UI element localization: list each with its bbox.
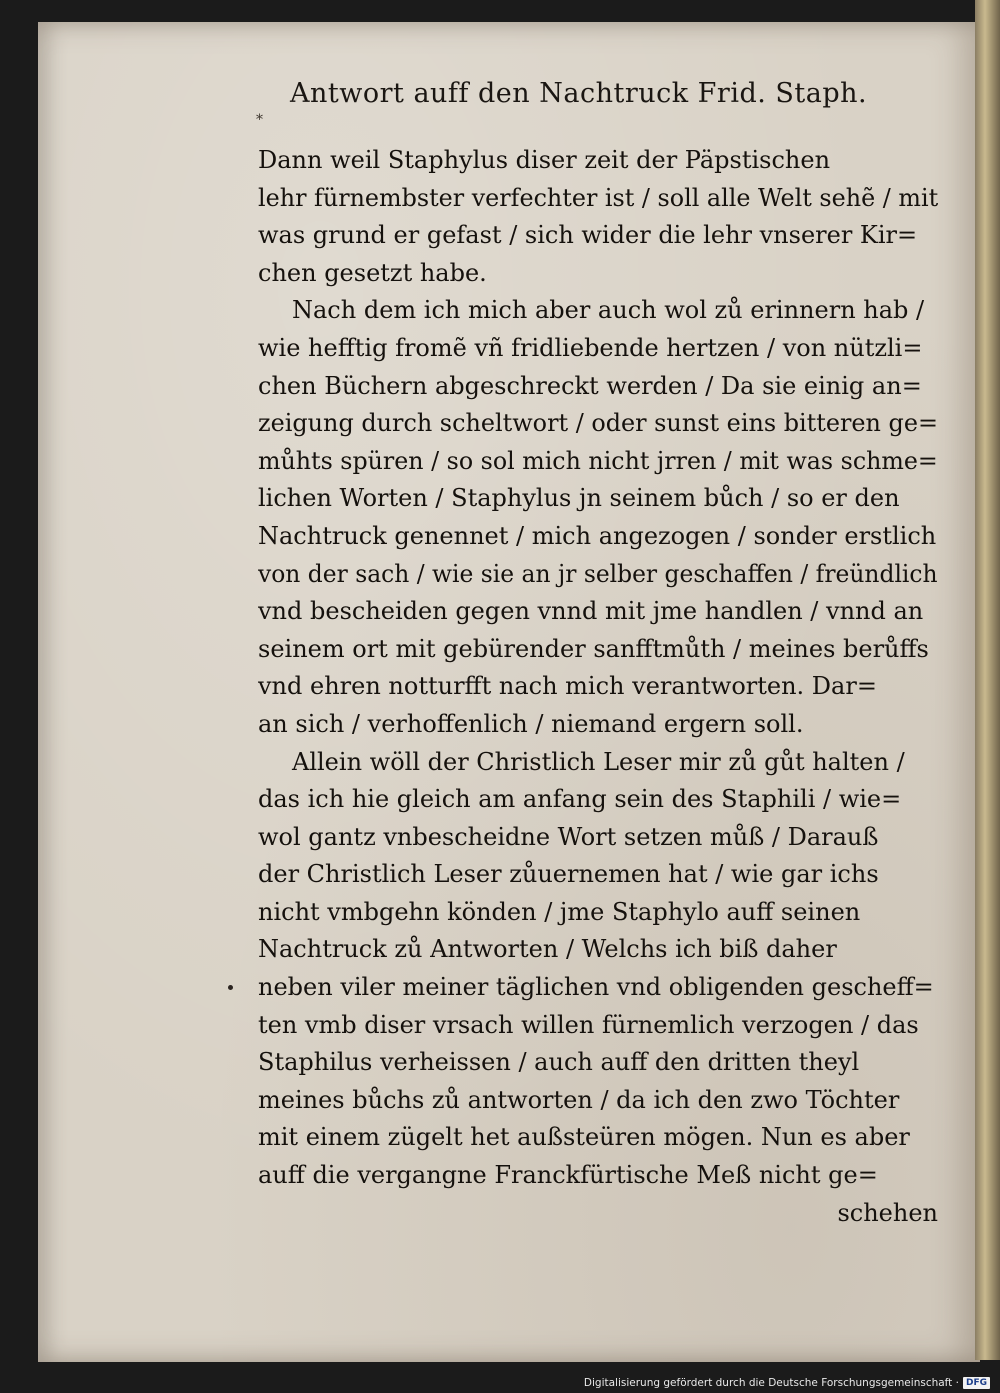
text-line: Staphilus verheissen / auch auff den dritten theyl	[258, 1048, 860, 1077]
text-line: neben viler meiner täglichen vnd obligenden gescheff=	[258, 973, 934, 1002]
text-line: von der sach / wie sie an jr selber geschaffen / freündlich	[258, 559, 938, 588]
text-line: nicht vmbgehn könden / jme Staphylo auff seinen	[258, 897, 861, 926]
text-line: vnd bescheiden gegen vnnd mit jme handlen / vnnd an	[258, 597, 924, 626]
footer-credit-text: Digitalisierung gefördert durch die Deutsche Forschungsgemeinschaft ·	[583, 1377, 959, 1389]
text-line: seinem ort mit gebürender sanfftmůth / meines berůffs	[258, 634, 929, 663]
footer-credit	[584, 1373, 990, 1393]
text-line: an sich / verhoffenlich / niemand ergern soll.	[258, 709, 804, 738]
text-line: Allein wöll der Christlich Leser mir zů gůt halten /	[292, 747, 905, 776]
ink-dot	[228, 985, 233, 990]
text-line: wol gantz vnbescheidne Wort setzen můß / Darauß	[258, 822, 879, 851]
text-line: zeigung durch scheltwort / oder sunst eins bitteren ge=	[258, 409, 938, 438]
text-line: Nach dem ich mich aber auch wol zů erinnern hab /	[292, 296, 925, 325]
margin-mark: *	[256, 112, 263, 128]
text-line: mit einem zügelt het außsteüren mögen. Nun es aber	[258, 1123, 910, 1152]
text-line: Dann weil Staphylus diser zeit der Päpstischen	[258, 146, 831, 174]
text-line: meines bůchs zů antworten / da ich den zwo Töchter	[258, 1085, 900, 1114]
text-line: vnd ehren notturfft nach mich verantworten. Dar=	[258, 672, 877, 701]
running-head: Antwort auff den Nachtruck Frid. Staph.	[290, 78, 868, 109]
text-line: wie hefftig fromẽ vñ fridliebende hertzen / von nützli=	[258, 333, 923, 362]
page-edge	[975, 0, 1000, 1360]
text-line: auff die vergangne Franckfürtische Meß nicht ge=	[258, 1161, 878, 1190]
text-line: der Christlich Leser zůuernemen hat / wie gar ichs	[258, 860, 879, 889]
catchword: schehen	[837, 1198, 938, 1227]
text-line: chen gesetzt habe.	[258, 258, 487, 287]
text-line: Nachtruck genennet / mich angezogen / sonder erstlich	[258, 521, 937, 550]
text-line: ten vmb diser vrsach willen fürnemlich verzogen / das	[258, 1010, 919, 1039]
text-line: was grund er gefast / sich wider die lehr vnserer Kir=	[258, 221, 918, 250]
text-line: das ich hie gleich am anfang sein des Staphili / wie=	[258, 785, 902, 814]
text-block	[258, 142, 938, 1232]
text-line: Nachtruck zů Antworten / Welchs ich biß daher	[258, 935, 837, 964]
text-line: lichen Worten / Staphylus jn seinem bůch / so er den	[258, 484, 900, 513]
dfg-logo: DFG	[963, 1377, 990, 1389]
text-line: lehr fürnembster verfechter ist / soll alle Welt sehẽ / mit	[258, 183, 938, 212]
text-line: můhts spüren / so sol mich nicht jrren / mit was schme=	[258, 446, 938, 475]
text-line: chen Büchern abgeschreckt werden / Da sie einig an=	[258, 371, 922, 400]
